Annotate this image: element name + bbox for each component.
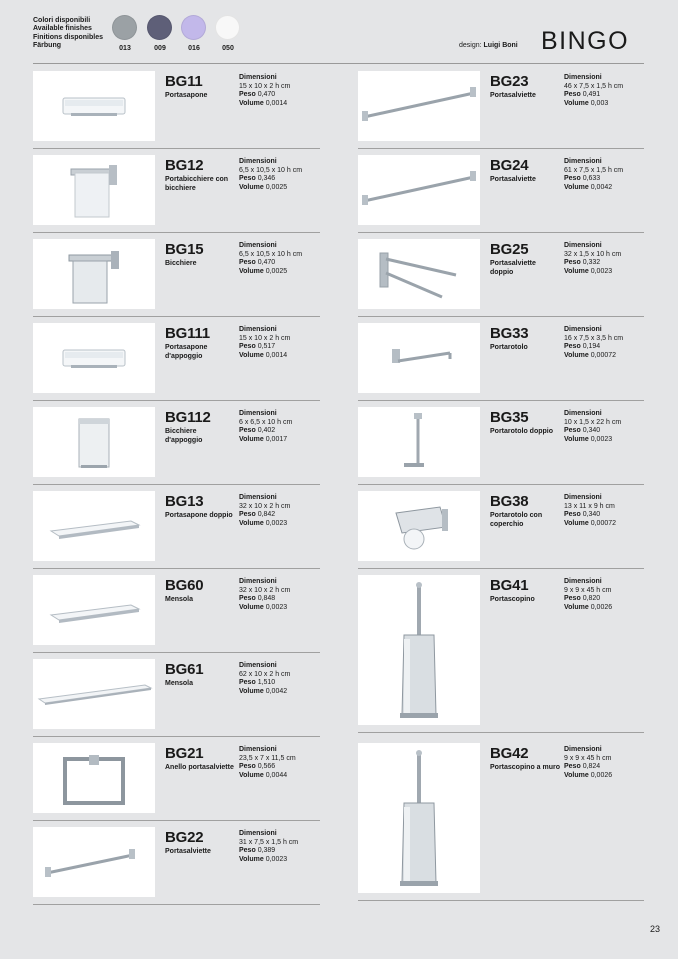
dimensions-value: 61 x 7,5 x 1,5 h cm (564, 166, 624, 174)
dimensions-label: Dimensioni (564, 746, 602, 753)
product-name: Portasalviette (490, 176, 536, 183)
product-image-bg24 (358, 155, 480, 225)
dimensions-value: 32 x 10 x 2 h cm (239, 502, 291, 510)
volume-label: Volume (564, 519, 589, 527)
product-specs (239, 662, 329, 696)
product-illustration (33, 659, 155, 729)
dimensions-label: Dimensioni (239, 242, 277, 249)
product-code: BG21 (165, 745, 204, 762)
product-illustration (358, 155, 480, 225)
volume-label: Volume (239, 855, 264, 863)
product-code: BG60 (165, 577, 204, 594)
colors-label-fr: Finitions disponibles (33, 33, 103, 41)
dimensions-label: Dimensioni (239, 74, 277, 81)
product-illustration (358, 743, 480, 893)
dimensions-value: 15 x 10 x 2 h cm (239, 82, 291, 90)
volume-value: 0,0026 (590, 771, 613, 779)
design-label: design: (459, 42, 482, 49)
volume-value: 0,0044 (265, 771, 288, 779)
product-name: Portascopino a muro (490, 764, 561, 771)
volume-label: Volume (564, 99, 589, 107)
volume-value: 0,00072 (590, 351, 617, 359)
dimensions-label: Dimensioni (564, 494, 602, 501)
product-row-bg24 (358, 148, 644, 233)
colors-label-en: Available finishes (33, 25, 92, 33)
dimensions-value: 13 x 11 x 9 h cm (564, 502, 615, 510)
product-row-bg38 (358, 484, 644, 569)
dimensions-label: Dimensioni (239, 746, 277, 753)
product-specs (239, 746, 329, 780)
volume-label: Volume (564, 267, 589, 275)
product-name: Portasapone (165, 92, 208, 99)
product-illustration (33, 407, 155, 477)
weight-label: Peso (239, 847, 256, 854)
volume-value: 0,0023 (265, 603, 288, 611)
weight-value: 0,491 (582, 91, 601, 98)
product-image-bg42 (358, 743, 480, 893)
designer-name: Luigi Boni (483, 42, 518, 49)
product-specs (239, 830, 329, 864)
product-name: Portasalviette (165, 848, 211, 855)
product-name: Portarotolo doppio (490, 428, 553, 435)
product-specs (564, 326, 654, 360)
product-specs (239, 494, 329, 528)
product-illustration (358, 239, 480, 309)
product-specs (564, 158, 654, 192)
volume-value: 0,0017 (265, 435, 288, 443)
weight-label: Peso (564, 511, 581, 518)
product-illustration (358, 323, 480, 393)
product-name: Mensola (165, 596, 194, 603)
dimensions-value: 23,5 x 7 x 11,5 cm (239, 754, 296, 762)
product-illustration (358, 575, 480, 725)
product-code: BG12 (165, 157, 204, 174)
product-code: BG111 (165, 325, 210, 342)
product-name: Portascopino (490, 596, 535, 603)
product-code: BG23 (490, 73, 529, 90)
product-code: BG41 (490, 577, 529, 594)
product-illustration (33, 155, 155, 225)
volume-value: 0,0023 (265, 855, 288, 863)
volume-value: 0,0023 (265, 519, 288, 527)
weight-value: 0,470 (257, 91, 276, 98)
volume-value: 0,0023 (590, 435, 613, 443)
product-image-bg111 (33, 323, 155, 393)
weight-value: 0,842 (257, 511, 276, 518)
product-row-bg22 (33, 820, 320, 905)
product-specs (239, 242, 329, 276)
dimensions-value: 16 x 7,5 x 3,5 h cm (564, 334, 624, 342)
product-code: BG42 (490, 745, 529, 762)
product-image-bg38 (358, 491, 480, 561)
product-illustration (358, 407, 480, 477)
volume-value: 0,0042 (265, 687, 288, 695)
dimensions-label: Dimensioni (239, 578, 277, 585)
weight-value: 0,346 (257, 175, 276, 182)
volume-label: Volume (239, 519, 264, 527)
weight-label: Peso (239, 427, 256, 434)
volume-value: 0,0025 (265, 267, 288, 275)
product-code: BG15 (165, 241, 204, 258)
dimensions-label: Dimensioni (239, 662, 277, 669)
dimensions-value: 32 x 10 x 2 h cm (239, 586, 291, 594)
product-code: BG35 (490, 409, 529, 426)
weight-label: Peso (239, 763, 256, 770)
product-name: Portasapone doppio (165, 512, 233, 519)
product-illustration (33, 71, 155, 141)
dimensions-label: Dimensioni (239, 494, 277, 501)
product-row-bg21 (33, 736, 320, 821)
volume-label: Volume (564, 183, 589, 191)
weight-value: 0,340 (582, 511, 601, 518)
swatch-009 (147, 15, 172, 40)
dimensions-value: 46 x 7,5 x 1,5 h cm (564, 82, 624, 90)
dimensions-label: Dimensioni (239, 158, 277, 165)
dimensions-label: Dimensioni (564, 410, 602, 417)
product-row-bg60 (33, 568, 320, 653)
dimensions-label: Dimensioni (564, 74, 602, 81)
product-image-bg23 (358, 71, 480, 141)
volume-value: 0,003 (590, 99, 609, 107)
weight-value: 0,820 (582, 595, 601, 602)
product-image-bg112 (33, 407, 155, 477)
product-image-bg61 (33, 659, 155, 729)
product-name: Portabicchiere con bicchiere (165, 176, 229, 192)
volume-label: Volume (239, 183, 264, 191)
product-code: BG24 (490, 157, 529, 174)
swatch-050 (215, 15, 240, 40)
product-code: BG112 (165, 409, 211, 426)
volume-label: Volume (239, 435, 264, 443)
product-illustration (33, 323, 155, 393)
volume-label: Volume (239, 603, 264, 611)
product-row-bg33 (358, 316, 644, 401)
volume-value: 0,0025 (265, 183, 288, 191)
dimensions-value: 32 x 1,5 x 10 h cm (564, 250, 622, 258)
product-row-bg12 (33, 148, 320, 233)
product-specs (564, 578, 654, 612)
weight-label: Peso (564, 343, 581, 350)
product-illustration (33, 575, 155, 645)
product-image-bg35 (358, 407, 480, 477)
weight-label: Peso (239, 511, 256, 518)
design-credit (459, 42, 518, 49)
product-specs (239, 410, 329, 444)
product-image-bg25 (358, 239, 480, 309)
volume-label: Volume (239, 687, 264, 695)
weight-label: Peso (564, 259, 581, 266)
product-name: Portarotolo con coperchio (490, 512, 543, 528)
volume-value: 0,0014 (265, 99, 288, 107)
volume-label: Volume (564, 771, 589, 779)
product-row-bg111 (33, 316, 320, 401)
dimensions-value: 6,5 x 10,5 x 10 h cm (239, 166, 303, 174)
product-illustration (33, 743, 155, 813)
product-name: Portasalviette doppio (490, 260, 536, 276)
product-code: BG13 (165, 493, 204, 510)
product-code: BG22 (165, 829, 204, 846)
colors-label-de: Färbung (33, 41, 61, 49)
volume-label: Volume (239, 267, 264, 275)
product-specs (564, 746, 654, 780)
colors-label-it: Colori disponibili (33, 17, 91, 24)
weight-value: 1,510 (257, 679, 276, 686)
volume-label: Volume (564, 435, 589, 443)
weight-value: 0,517 (257, 343, 276, 350)
weight-label: Peso (564, 91, 581, 98)
product-name: Portasalviette (490, 92, 536, 99)
product-specs (564, 242, 654, 276)
dimensions-value: 31 x 7,5 x 1,5 h cm (239, 838, 299, 846)
product-name: Bicchiere (165, 260, 197, 267)
swatch-code-050: 050 (222, 45, 234, 52)
product-image-bg41 (358, 575, 480, 725)
weight-value: 0,194 (582, 343, 601, 350)
product-name: Bicchiere d'appoggio (165, 428, 203, 444)
volume-label: Volume (564, 603, 589, 611)
product-specs (564, 410, 654, 444)
weight-value: 0,402 (257, 427, 276, 434)
product-illustration (358, 71, 480, 141)
weight-label: Peso (239, 679, 256, 686)
weight-value: 0,824 (582, 763, 601, 770)
weight-value: 0,848 (257, 595, 276, 602)
product-specs (239, 578, 329, 612)
weight-value: 0,633 (582, 175, 601, 182)
product-image-bg11 (33, 71, 155, 141)
dimensions-label: Dimensioni (239, 326, 277, 333)
weight-value: 0,389 (257, 847, 276, 854)
weight-label: Peso (239, 259, 256, 266)
product-specs (239, 74, 329, 108)
product-image-bg12 (33, 155, 155, 225)
volume-value: 0,0023 (590, 267, 613, 275)
product-specs (564, 74, 654, 108)
product-name: Portasapone d'appoggio (165, 344, 208, 360)
weight-label: Peso (564, 595, 581, 602)
product-image-bg13 (33, 491, 155, 561)
volume-value: 0,0014 (265, 351, 288, 359)
product-code: BG61 (165, 661, 204, 678)
volume-value: 0,00072 (590, 519, 617, 527)
weight-label: Peso (564, 175, 581, 182)
swatch-016 (181, 15, 206, 40)
dimensions-label: Dimensioni (239, 830, 277, 837)
dimensions-label: Dimensioni (564, 326, 602, 333)
product-specs (564, 494, 654, 528)
product-row-bg35 (358, 400, 644, 485)
weight-label: Peso (239, 91, 256, 98)
swatch-013 (112, 15, 137, 40)
dimensions-value: 62 x 10 x 2 h cm (239, 670, 291, 678)
dimensions-value: 15 x 10 x 2 h cm (239, 334, 291, 342)
dimensions-value: 6 x 6,5 x 10 h cm (239, 418, 293, 426)
dimensions-value: 6,5 x 10,5 x 10 h cm (239, 250, 303, 258)
product-code: BG25 (490, 241, 529, 258)
product-name: Mensola (165, 680, 194, 687)
product-specs (239, 326, 329, 360)
product-specs (239, 158, 329, 192)
product-code: BG33 (490, 325, 529, 342)
weight-value: 0,566 (257, 763, 276, 770)
weight-label: Peso (239, 343, 256, 350)
product-row-bg11 (33, 64, 320, 149)
dimensions-label: Dimensioni (564, 158, 602, 165)
dimensions-label: Dimensioni (564, 578, 602, 585)
product-image-bg15 (33, 239, 155, 309)
product-code: BG38 (490, 493, 529, 510)
product-illustration (358, 491, 480, 561)
dimensions-label: Dimensioni (239, 410, 277, 417)
product-row-bg23 (358, 64, 644, 149)
product-row-bg25 (358, 232, 644, 317)
volume-value: 0,0042 (590, 183, 613, 191)
weight-label: Peso (564, 427, 581, 434)
product-illustration (33, 491, 155, 561)
dimensions-value: 9 x 9 x 45 h cm (564, 754, 612, 762)
product-image-bg60 (33, 575, 155, 645)
available-finishes-label (33, 17, 103, 50)
swatch-code-016: 016 (188, 45, 200, 52)
weight-value: 0,340 (582, 427, 601, 434)
product-row-bg42 (358, 736, 644, 901)
product-name: Portarotolo (490, 344, 528, 351)
dimensions-label: Dimensioni (564, 242, 602, 249)
dimensions-value: 10 x 1,5 x 22 h cm (564, 418, 622, 426)
product-illustration (33, 239, 155, 309)
product-name: Anello portasalviette (165, 764, 234, 771)
page-number: 23 (650, 924, 661, 934)
product-illustration (33, 827, 155, 897)
product-row-bg13 (33, 484, 320, 569)
volume-label: Volume (239, 99, 264, 107)
product-image-bg22 (33, 827, 155, 897)
volume-label: Volume (239, 351, 264, 359)
weight-value: 0,470 (257, 259, 276, 266)
volume-value: 0,0026 (590, 603, 613, 611)
product-row-bg41 (358, 568, 644, 733)
weight-value: 0,332 (582, 259, 601, 266)
weight-label: Peso (564, 763, 581, 770)
swatch-code-013: 013 (119, 45, 131, 52)
product-row-bg112 (33, 400, 320, 485)
product-row-bg61 (33, 652, 320, 737)
product-code: BG11 (165, 73, 203, 90)
weight-label: Peso (239, 595, 256, 602)
swatch-code-009: 009 (154, 45, 166, 52)
brand-title: BINGO (541, 27, 630, 55)
product-image-bg21 (33, 743, 155, 813)
dimensions-value: 9 x 9 x 45 h cm (564, 586, 612, 594)
volume-label: Volume (239, 771, 264, 779)
product-image-bg33 (358, 323, 480, 393)
weight-label: Peso (239, 175, 256, 182)
volume-label: Volume (564, 351, 589, 359)
product-row-bg15 (33, 232, 320, 317)
